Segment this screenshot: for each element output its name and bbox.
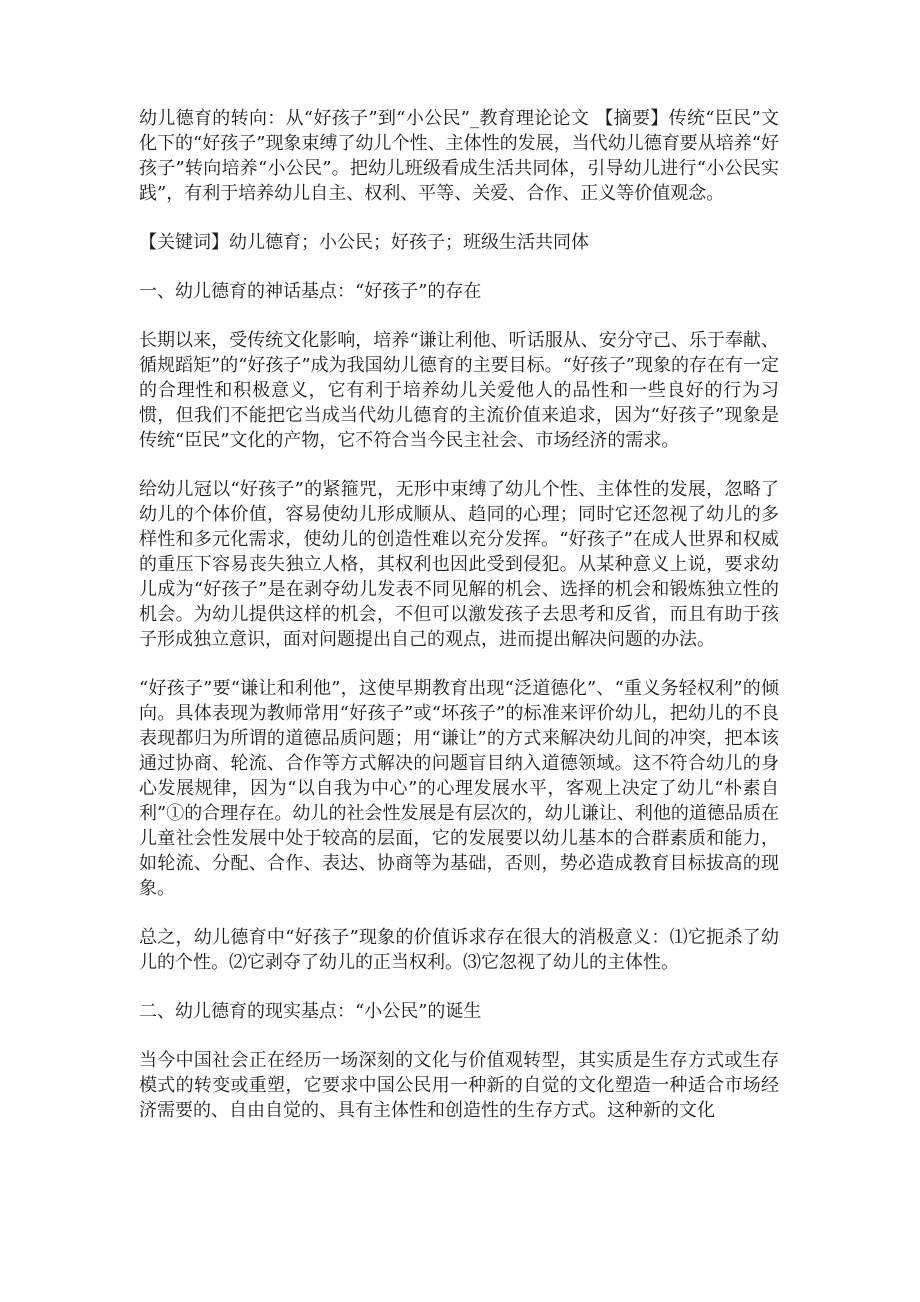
document-page <box>139 106 779 1123</box>
section-1-paragraph-2: 给幼儿冠以“好孩子”的紧箍咒，无形中束缚了幼儿个性、主体性的发展，忽略了幼儿的个体价值，容易使幼儿形成顺从、趋同的心理；同时它还忽视了幼儿的多样性和多元化需求，使幼儿的创造性难以充分发挥。“好孩子”在成人世界和权威的重压下容易丧失独立人格，其权利也因此受到侵犯。从某种意义上说，要求幼儿成为“好孩子”是在剥夺幼儿发表不同见解的机会、选择的机会和锻炼独立性的机会。为幼儿提供这样的机会，不但可以激发孩子去思考和反省，而且有助于孩子形成独立意识，面对问题提出自己的观点，进而提出解决问题的办法。 <box>139 479 779 650</box>
section-2-heading: 二、幼儿德育的现实基点：“小公民”的诞生 <box>139 1001 482 1022</box>
section-2-paragraph-1: 当今中国社会正在经历一场深刻的文化与价值观转型，其实质是生存方式或生存模式的转变或重塑，它要求中国公民用一种新的自觉的文化塑造一种适合市场经济需要的、自由自觉的、具有主体性和创造性的生存方式。这种新的文化 <box>139 1050 779 1121</box>
section-1-heading: 一、幼儿德育的神话基点：“好孩子”的存在 <box>139 281 482 302</box>
section-1-paragraph-1: 长期以来，受传统文化影响，培养“谦让利他、听话服从、安分守己、乐于奉献、循规蹈矩”的“好孩子”成为我国幼儿德育的主要目标。“好孩子”现象的存在有一定的合理性和积极意义，它有利于培养幼儿关爱他人的品性和一些良好的行为习惯，但我们不能把它当成当代幼儿德育的主流价值来追求，因为“好孩子”现象是传统“臣民”文化的产物，它不符合当今民主社会、市场经济的需求。 <box>139 330 780 451</box>
keywords-paragraph: 【关键词】幼儿德育；小公民；好孩子；班级生活共同体 <box>139 232 589 253</box>
section-1-paragraph-4: 总之，幼儿德育中“好孩子”现象的价值诉求存在很大的消极意义：⑴它扼杀了幼儿的个性。⑵它剥夺了幼儿的正当权利。⑶它忽视了幼儿的主体性。 <box>139 927 779 973</box>
intro-abstract-paragraph: 幼儿德育的转向：从“好孩子”到“小公民”_教育理论论文 【摘要】传统“臣民”文化下的“好孩子”现象束缚了幼儿个性、主体性的发展，当代幼儿德育要从培养“好孩子”转向培养“小公民”。把幼儿班级看成生活共同体，引导幼儿进行“小公民实践”，有利于培养幼儿自主、权利、平等、关爱、合作、正义等价值观念。 <box>139 108 779 204</box>
section-1-paragraph-3: “好孩子”要“谦让和利他”，这使早期教育出现“泛道德化”、“重义务轻权利”的倾向。具体表现为教师常用“好孩子”或“坏孩子”的标准来评价幼儿，把幼儿的不良表现都归为所谓的道德品质问题；用“谦让”的方式来解决幼儿间的冲突，把本该通过协商、轮流、合作等方式解决的问题盲目纳入道德领域。这不符合幼儿的身心发展规律，因为“以自我为中心”的心理发展水平，客观上决定了幼儿“朴素自利”①的合理存在。幼儿的社会性发展是有层次的，幼儿谦让、利他的道德品质在儿童社会性发展中处于较高的层面，它的发展要以幼儿基本的合群素质和能力，如轮流、分配、合作、表达、协商等为基础，否则，势必造成教育目标拔高的现象。 <box>139 678 779 899</box>
